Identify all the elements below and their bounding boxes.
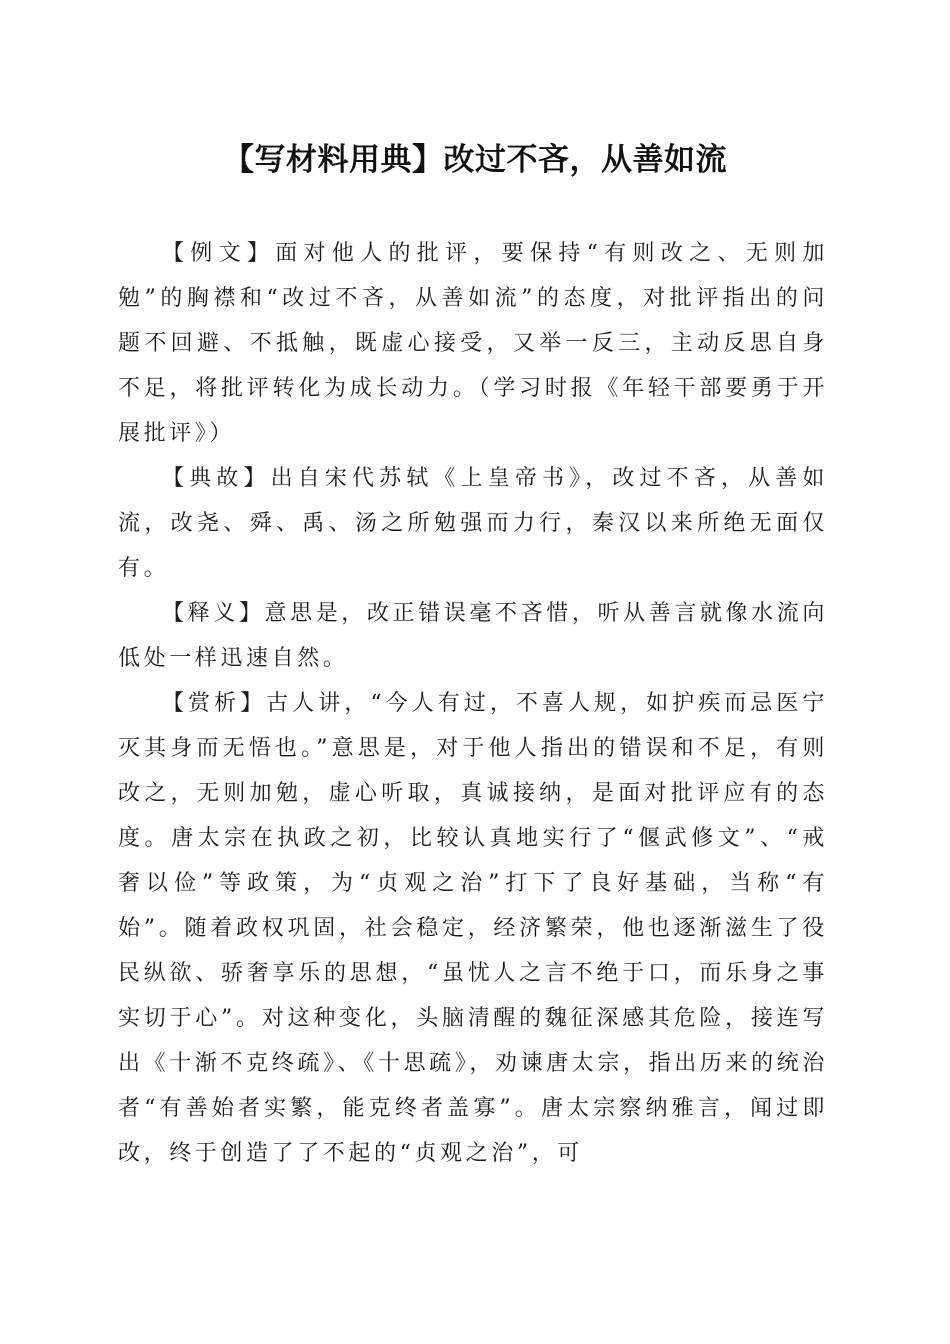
paragraph-meaning: 【释义】意思是，改正错误毫不吝惜，听从善言就像水流向低处一样迅速自然。 [118,601,828,671]
document-title: 【写材料用典】改过不吝，从善如流 [223,142,727,178]
document-body [118,231,828,1176]
paragraph-allusion: 【典故】出自宋代苏轼《上皇帝书》，改过不吝，从善如流，改尧、舜、禹、汤之所勉强而力行，秦汉以来所绝无面仅有。 [118,466,828,581]
paragraph-appreciation: 【赏析】古人讲，“今人有过，不喜人规，如护疾而忌医宁灭其身而无悟也。”意思是，对于他人指出的错误和不足，有则改之，无则加勉，虚心听取，真诚接纳，是面对批评应有的态度。唐太宗在执政之初，比较认真地实行了“偃武修文”、“戒奢以俭”等政策，为“贞观之治”打下了良好基础，当称“有始”。随着政权巩固，社会稳定，经济繁荣，他也逐渐滋生了役民纵欲、骄奢享乐的思想，“虽忧人之言不绝于口，而乐身之事实切于心”。对这种变化，头脑清醒的魏征深感其危险，接连写出《十渐不克终疏》、《十思疏》，劝谏唐太宗，指出历来的统治者“有善始者实繁，能克终者盖寡”。唐太宗察纳雅言，闻过即改，终于创造了了不起的“贞观之治”，可 [118,691,828,1166]
paragraph-example: 【例文】面对他人的批评，要保持“有则改之、无则加勉”的胸襟和“改过不吝，从善如流”的态度，对批评指出的问题不回避、不抵触，既虚心接受，又举一反三，主动反思自身不足，将批评转化为成长动力。（学习时报《年轻干部要勇于开展批评》） [118,241,828,446]
